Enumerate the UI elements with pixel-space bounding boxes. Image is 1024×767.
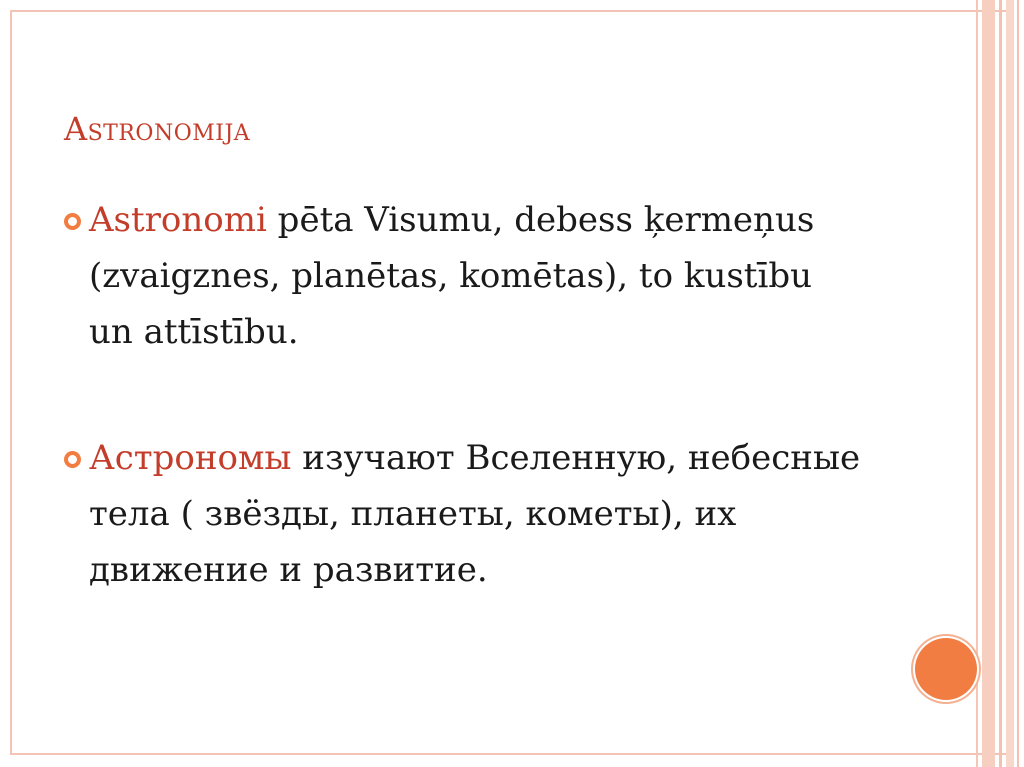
stripe — [1017, 0, 1019, 767]
bullet-body: изучают Вселенную, небесные тела ( звёзды, планеты, кометы), их движение и развитие. — [89, 438, 861, 590]
bullet-item — [64, 192, 864, 360]
bullet-body: pēta Visumu, debess ķermeņus (zvaigznes, planētas, komētas), to kustību un attīstību. — [89, 200, 815, 352]
stripe — [1006, 0, 1014, 767]
stripe — [999, 0, 1002, 767]
stripe — [982, 0, 995, 767]
bullet-text — [89, 430, 864, 598]
bullet-circle-icon — [64, 451, 81, 468]
stripe — [976, 0, 978, 767]
bullet-highlight: Astronomi — [89, 200, 267, 240]
bullet-text — [89, 192, 864, 360]
decorative-stripes — [976, 0, 1024, 767]
bullet-circle-icon — [64, 213, 81, 230]
decorative-circle-icon — [915, 638, 977, 700]
bullet-highlight: Астрономы — [89, 438, 292, 478]
bullet-item — [64, 430, 864, 598]
slide-title: Astronomija — [64, 110, 251, 148]
